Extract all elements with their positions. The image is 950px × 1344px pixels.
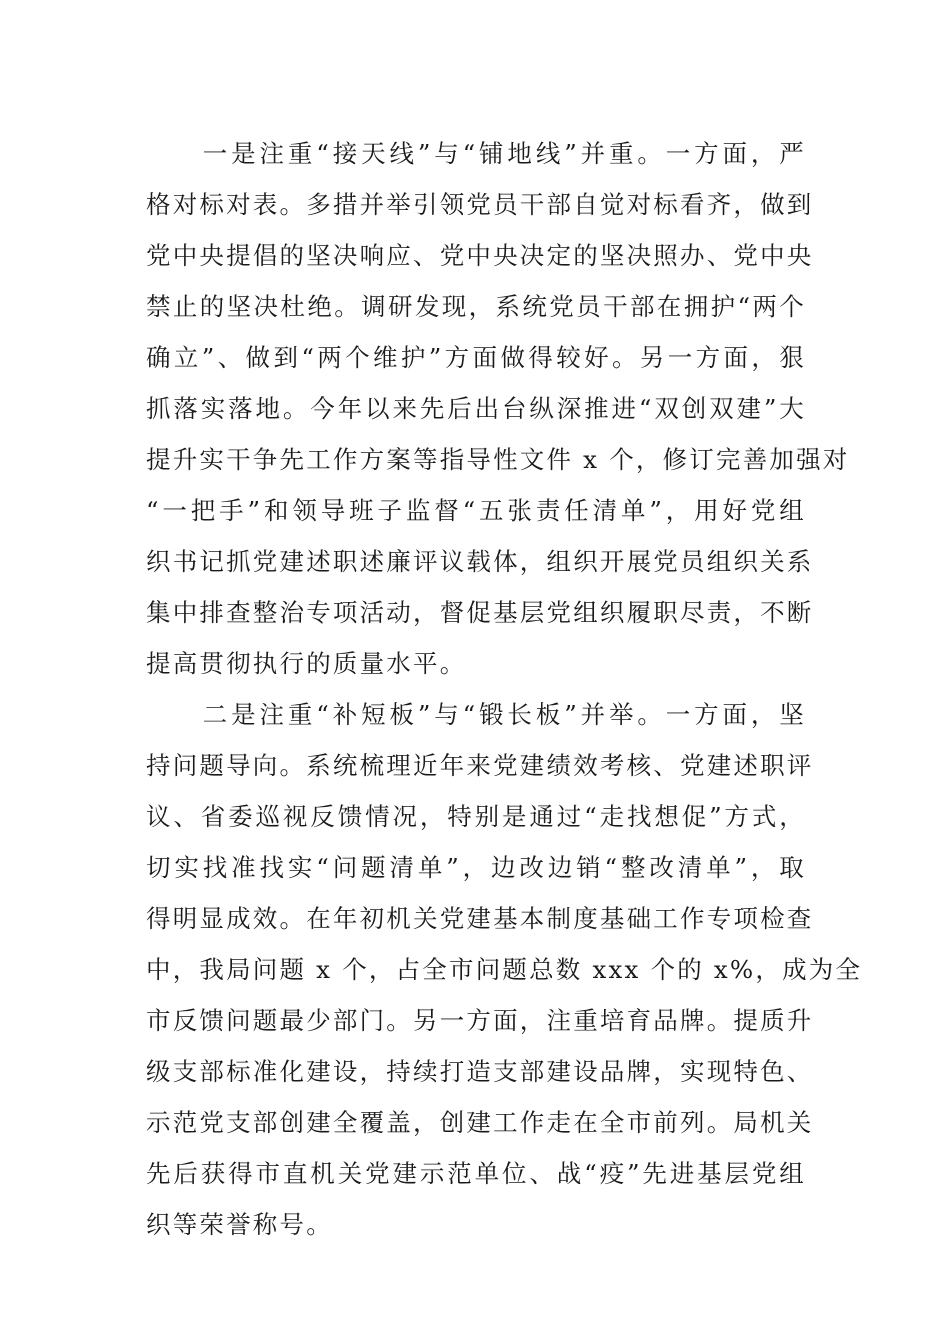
text-line: 中，我局问题 x 个，占全市问题总数 xxx 个的 x%，成为全 — [146, 955, 863, 984]
text-line: 市反馈问题最少部门。另一方面，注重培育品牌。提质升 — [146, 1006, 814, 1035]
text-line: 格对标对表。多措并举引领党员干部自觉对标看齐，做到 — [146, 190, 814, 219]
text-line: 织书记抓党建述职述廉评议载体，组织开展党员组织关系 — [146, 547, 814, 576]
text-line: 织等荣誉称号。 — [146, 1210, 333, 1239]
text-line: 先后获得市直机关党建示范单位、战“疫”先进基层党组 — [146, 1159, 806, 1188]
text-line: 提升实干争先工作方案等指导性文件 x 个，修订完善加强对 — [146, 445, 850, 474]
paragraph-2 — [146, 689, 863, 1250]
paragraph-1 — [146, 128, 850, 689]
text-line: 一是注重“接天线”与“铺地线”并重。一方面，严 — [146, 139, 806, 168]
text-line: 禁止的坚决杜绝。调研发现，系统党员干部在拥护“两个 — [146, 292, 806, 321]
text-line: 抓落实落地。今年以来先后出台纵深推进“双创双建”大 — [146, 394, 806, 423]
text-line: “一把手”和领导班子监督“五张责任清单”，用好党组 — [146, 496, 806, 525]
text-line: 持问题导向。系统梳理近年来党建绩效考核、党建述职评 — [146, 751, 814, 780]
text-line: 提高贯彻执行的质量水平。 — [146, 649, 467, 678]
text-line: 示范党支部创建全覆盖，创建工作走在全市前列。局机关 — [146, 1108, 814, 1137]
text-line: 党中央提倡的坚决响应、党中央决定的坚决照办、党中央 — [146, 241, 814, 270]
text-line: 集中排查整治专项活动，督促基层党组织履职尽责，不断 — [146, 598, 814, 627]
text-line: 得明显成效。在年初机关党建基本制度基础工作专项检查 — [146, 904, 814, 933]
text-line: 确立”、做到“两个维护”方面做得较好。另一方面，狠 — [146, 343, 806, 372]
document-body — [146, 128, 863, 1250]
text-line: 切实找准找实“问题清单”，边改边销“整改清单”，取 — [146, 853, 806, 882]
text-line: 议、省委巡视反馈情况，特别是通过“走找想促”方式， — [146, 802, 806, 831]
text-line: 二是注重“补短板”与“锻长板”并举。一方面，坚 — [146, 700, 806, 729]
text-line: 级支部标准化建设，持续打造支部建设品牌，实现特色、 — [146, 1057, 814, 1086]
